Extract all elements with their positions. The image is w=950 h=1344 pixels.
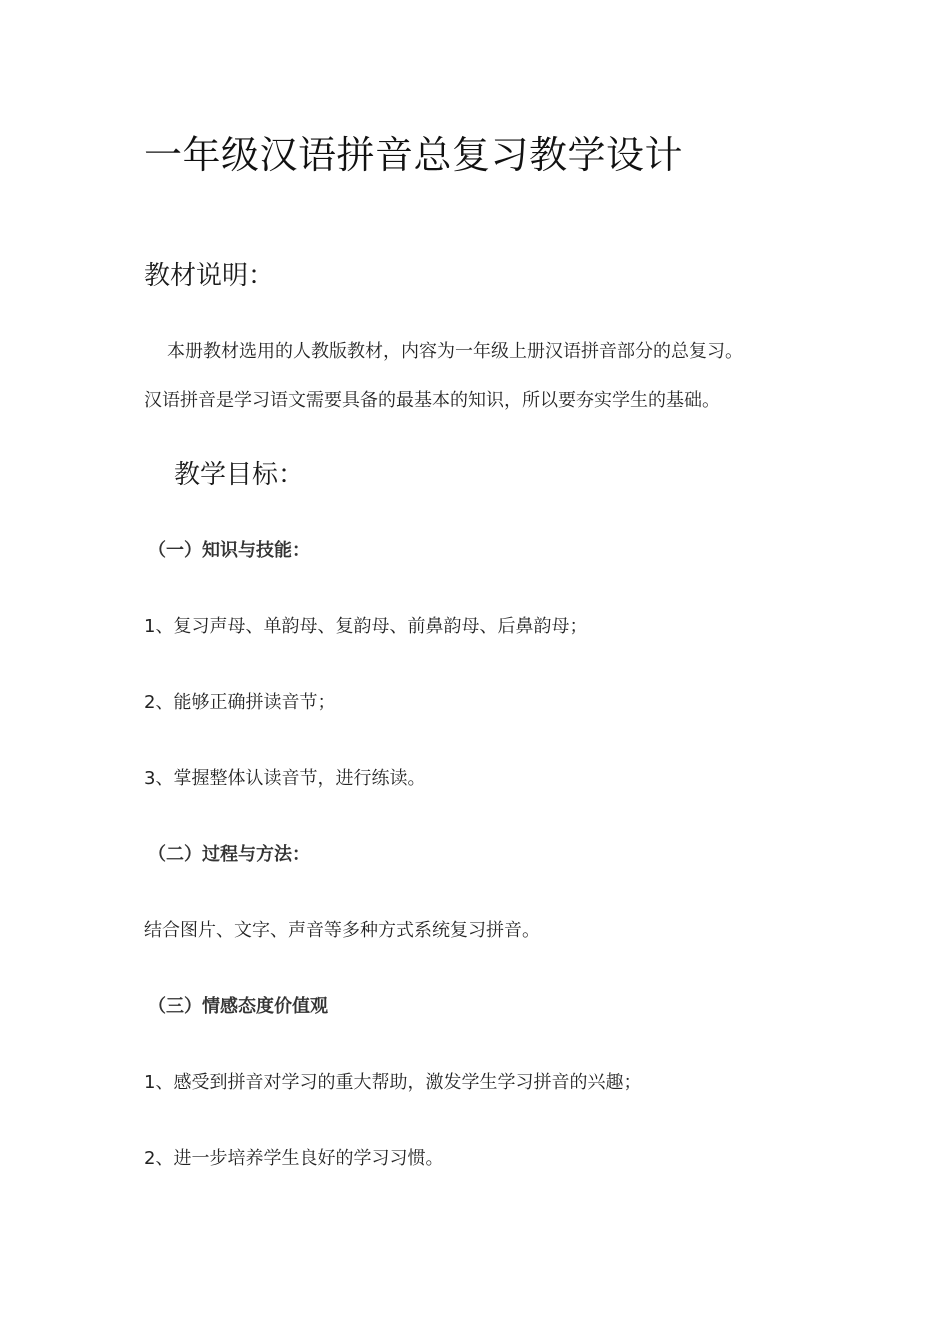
list-item: 3、掌握整体认读音节，进行练读。	[144, 768, 426, 789]
material-paragraph-line-1: 本册教材选用的人教版教材，内容为一年级上册汉语拼音部分的总复习。	[167, 341, 743, 362]
list-item: 2、能够正确拼读音节；	[144, 692, 336, 713]
goals-heading: 教学目标：	[174, 460, 305, 490]
material-heading: 教材说明：	[144, 261, 275, 291]
list-item: 1、感受到拼音对学习的重大帮助，激发学生学习拼音的兴趣；	[144, 1072, 642, 1093]
list-item: 2、进一步培养学生良好的学习习惯。	[144, 1148, 444, 1169]
process-methods-text: 结合图片、文字、声音等多种方式系统复习拼音。	[144, 920, 540, 941]
emotion-values-heading: （三）情感态度价值观	[148, 996, 328, 1017]
material-paragraph-line-2: 汉语拼音是学习语文需要具备的最基本的知识，所以要夯实学生的基础。	[144, 390, 720, 411]
process-methods-heading: （二）过程与方法：	[148, 844, 310, 865]
knowledge-skills-heading: （一）知识与技能：	[148, 540, 310, 561]
document-title: 一年级汉语拼音总复习教学设计	[144, 133, 684, 177]
list-item: 1、复习声母、单韵母、复韵母、前鼻韵母、后鼻韵母；	[144, 616, 588, 637]
